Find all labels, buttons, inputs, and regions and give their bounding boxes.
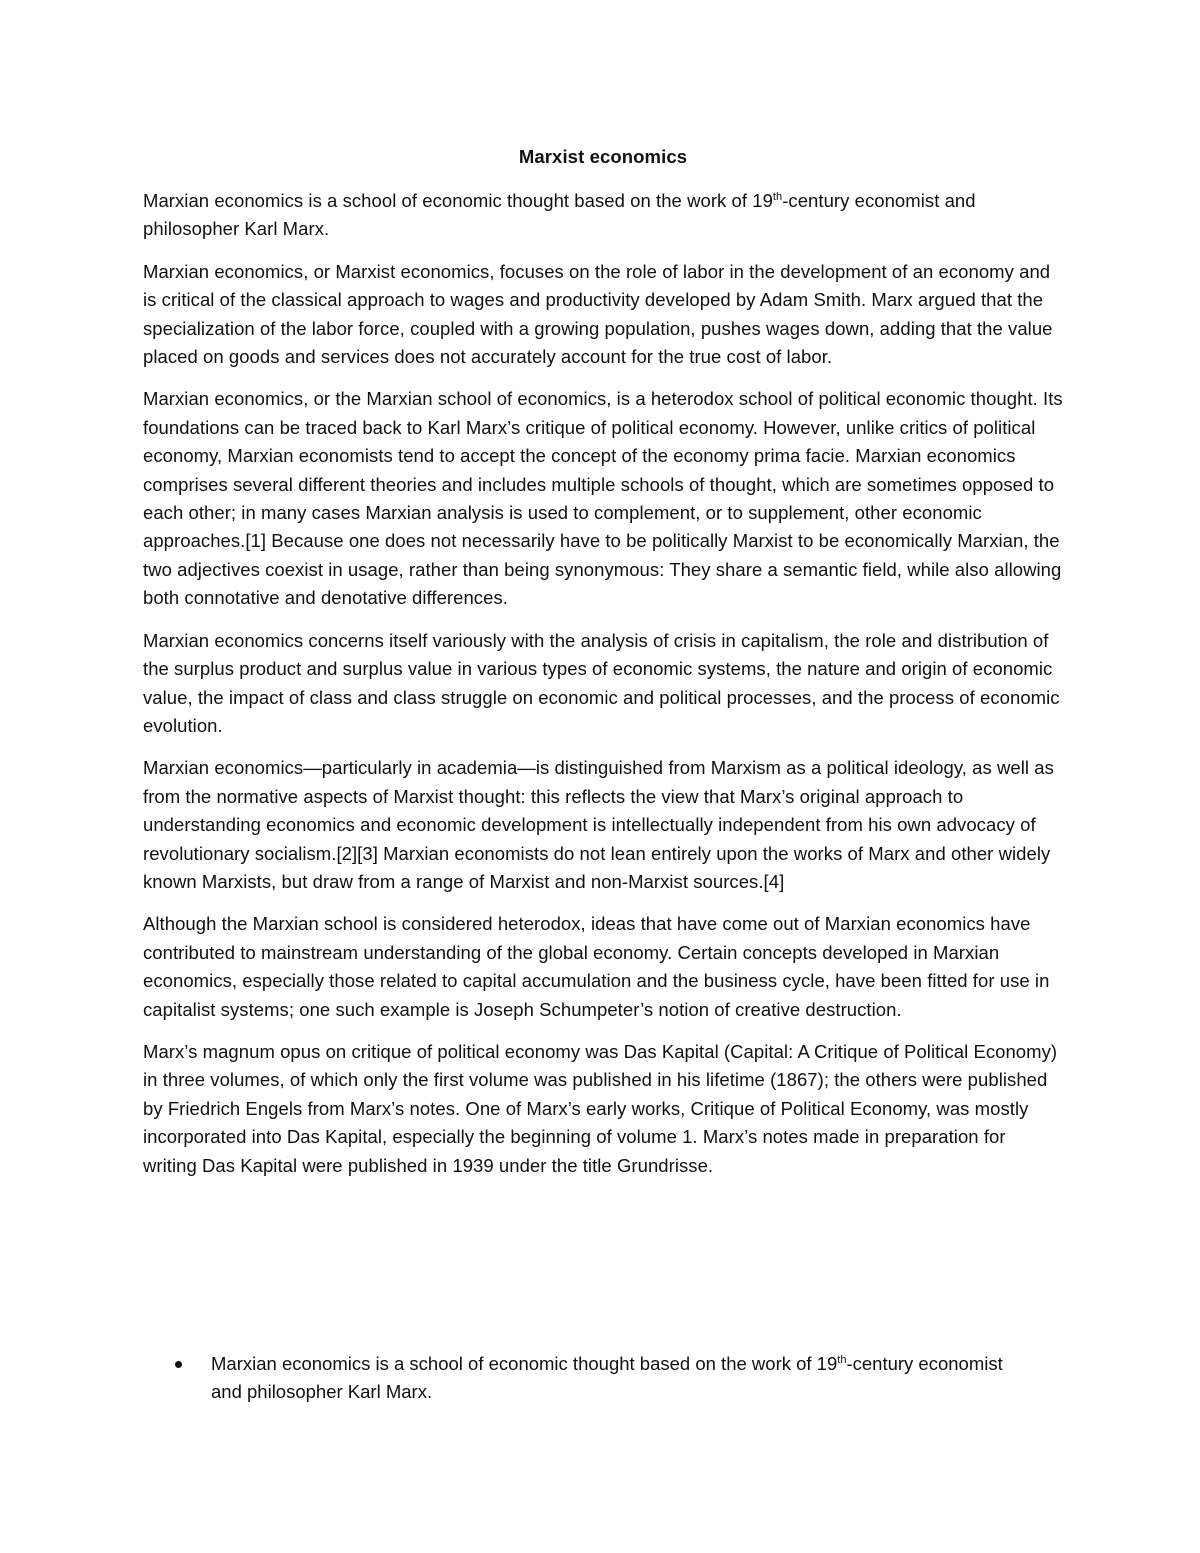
document-title: Marxist economics: [518, 146, 688, 167]
paragraph-5: Marxian economics—particularly in academia—is distinguished from Marxism as a political ideology, as well as from the normative aspects of Marxist thought: this reflects the view that Marx’s original approach to understanding economics and economic development is intellectually independent from his own advocacy of revolutionary socialism.[2][3] Marxian economists do not lean entirely upon the works of Marx and other widely known Marxists, but draw from a range of Marxist and non-Marxist sources.[4]: [143, 757, 1054, 892]
paragraph-4: Marxian economics concerns itself variously with the analysis of crisis in capitalism, the role and distribution of the surplus product and surplus value in various types of economic systems, the nature and origin of economic value, the impact of class and class struggle on economic and political processes, and the process of economic evolution.: [143, 629, 1060, 736]
bullet-text: Marxian economics is a school of economic thought based on the work of 19: [211, 1353, 838, 1374]
bullet-text-end: -century economist and philosopher Karl Marx.: [211, 1353, 1003, 1403]
paragraph-2: Marxian economics, or Marxist economics, focuses on the role of labor in the development of an economy and is critical of the classical approach to wages and productivity developed by Adam Smith. Marx argued that the specialization of the labor force, coupled with a growing population, pushes wages down, adding that the value placed on goods and services does not accurately account for the true cost of labor.: [143, 260, 1053, 368]
paragraph-1-text-end: -century economist and philosopher Karl Marx.: [143, 190, 976, 240]
list-item: [143, 1350, 1023, 1407]
document-body: [143, 145, 1063, 1194]
ordinal-superscript: th: [772, 190, 783, 203]
ordinal-superscript: th: [837, 1353, 847, 1366]
paragraph-7: Marx’s magnum opus on critique of political economy was Das Kapital (Capital: A Critique of Political Economy) in three volumes, of which only the first volume was published in his lifetime (1867); the others were published by Friedrich Engels from Marx’s notes. One of Marx’s early works, Critique of Political Economy, was mostly incorporated into Das Kapital, especially the beginning of volume 1. Marx’s notes made in preparation for writing Das Kapital were published in 1939 under the title Grundrisse.: [143, 1040, 1058, 1176]
paragraph-1: [143, 187, 1063, 244]
paragraph-1-text: Marxian economics is a school of economic thought based on the work of 19: [143, 190, 773, 211]
paragraph-6: Although the Marxian school is considered heterodox, ideas that have come out of Marxian economics have contributed to mainstream understanding of the global economy. Certain concepts developed in Marxian economics, especially those related to capital accumulation and the business cycle, have been fitted for use in capitalist systems; one such example is Joseph Schumpeter’s notion of creative destruction.: [143, 913, 1050, 1020]
bullet-icon: [175, 1361, 182, 1368]
paragraph-3: Marxian economics, or the Marxian school of economics, is a heterodox school of political economic thought. Its foundations can be traced back to Karl Marx’s critique of political economy. However, unlike critics of political economy, Marxian economists tend to accept the concept of the economy prima facie. Marxian economics comprises several different theories and includes multiple schools of thought, which are sometimes opposed to each other; in many cases Marxian analysis is used to complement, or to supplement, other economic approaches.[1] Because one does not necessarily have to be politically Marxist to be economically Marxian, the two adjectives coexist in usage, rather than being synonymous: They share a semantic field, while also allowing both connotative and denotative differences.: [143, 388, 1063, 609]
bullet-list: [143, 1350, 1023, 1407]
